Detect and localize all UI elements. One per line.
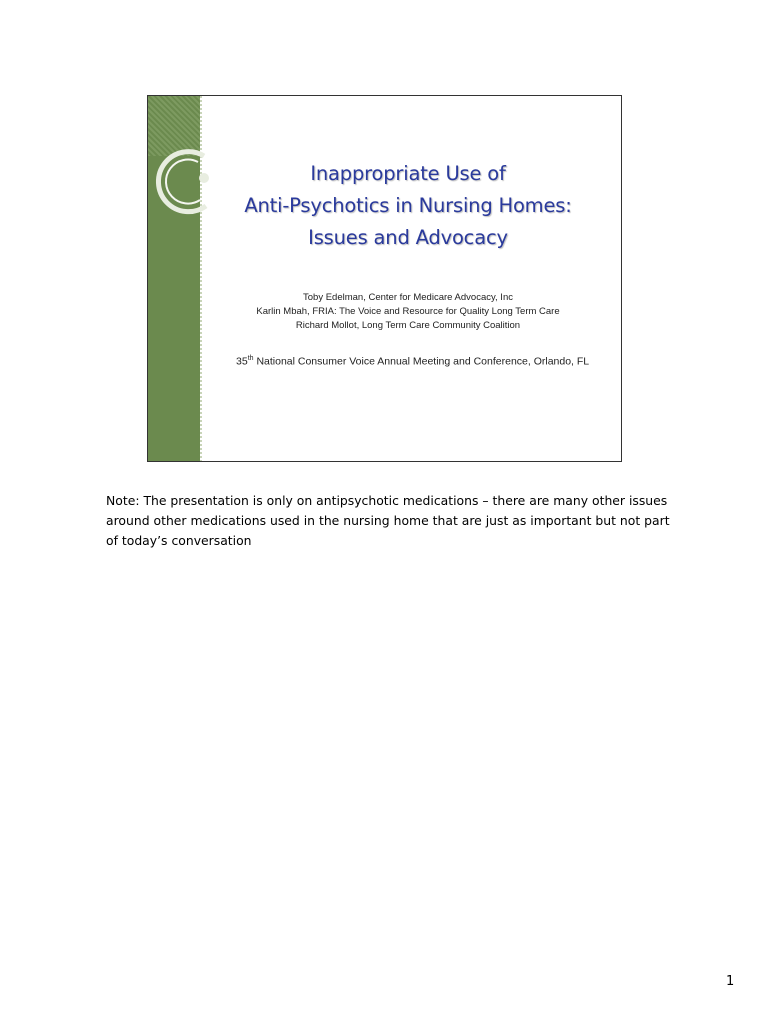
conference-info: [236, 351, 606, 370]
slide-title: [218, 158, 598, 254]
title-line: Anti-Psychotics in Nursing Homes:: [244, 194, 572, 217]
title-line: Issues and Advocacy: [308, 226, 508, 249]
conference-text: National Consumer Voice Annual Meeting and Conference, Orlando, FL: [253, 355, 590, 368]
presentation-slide: [147, 95, 622, 462]
title-line: Inappropriate Use of: [310, 162, 506, 185]
presenter-note: Note: The presentation is only on antipsychotic medications – there are many other issues around other medications used in the nursing home that are just as important but not part of today’s conversation: [106, 493, 670, 548]
author-line: Toby Edelman, Center for Medicare Advocacy, Inc: [303, 292, 513, 303]
conference-ordinal-suffix: th: [247, 355, 254, 362]
author-line: Karlin Mbah, FRIA: The Voice and Resource for Quality Long Term Care: [256, 306, 560, 317]
author-line: Richard Mollot, Long Term Care Community Coalition: [295, 320, 521, 331]
authors-list: [218, 291, 598, 333]
conference-number: 35: [236, 355, 248, 368]
swirl-decoration-icon: [148, 136, 228, 226]
page-number: 1: [726, 974, 735, 989]
